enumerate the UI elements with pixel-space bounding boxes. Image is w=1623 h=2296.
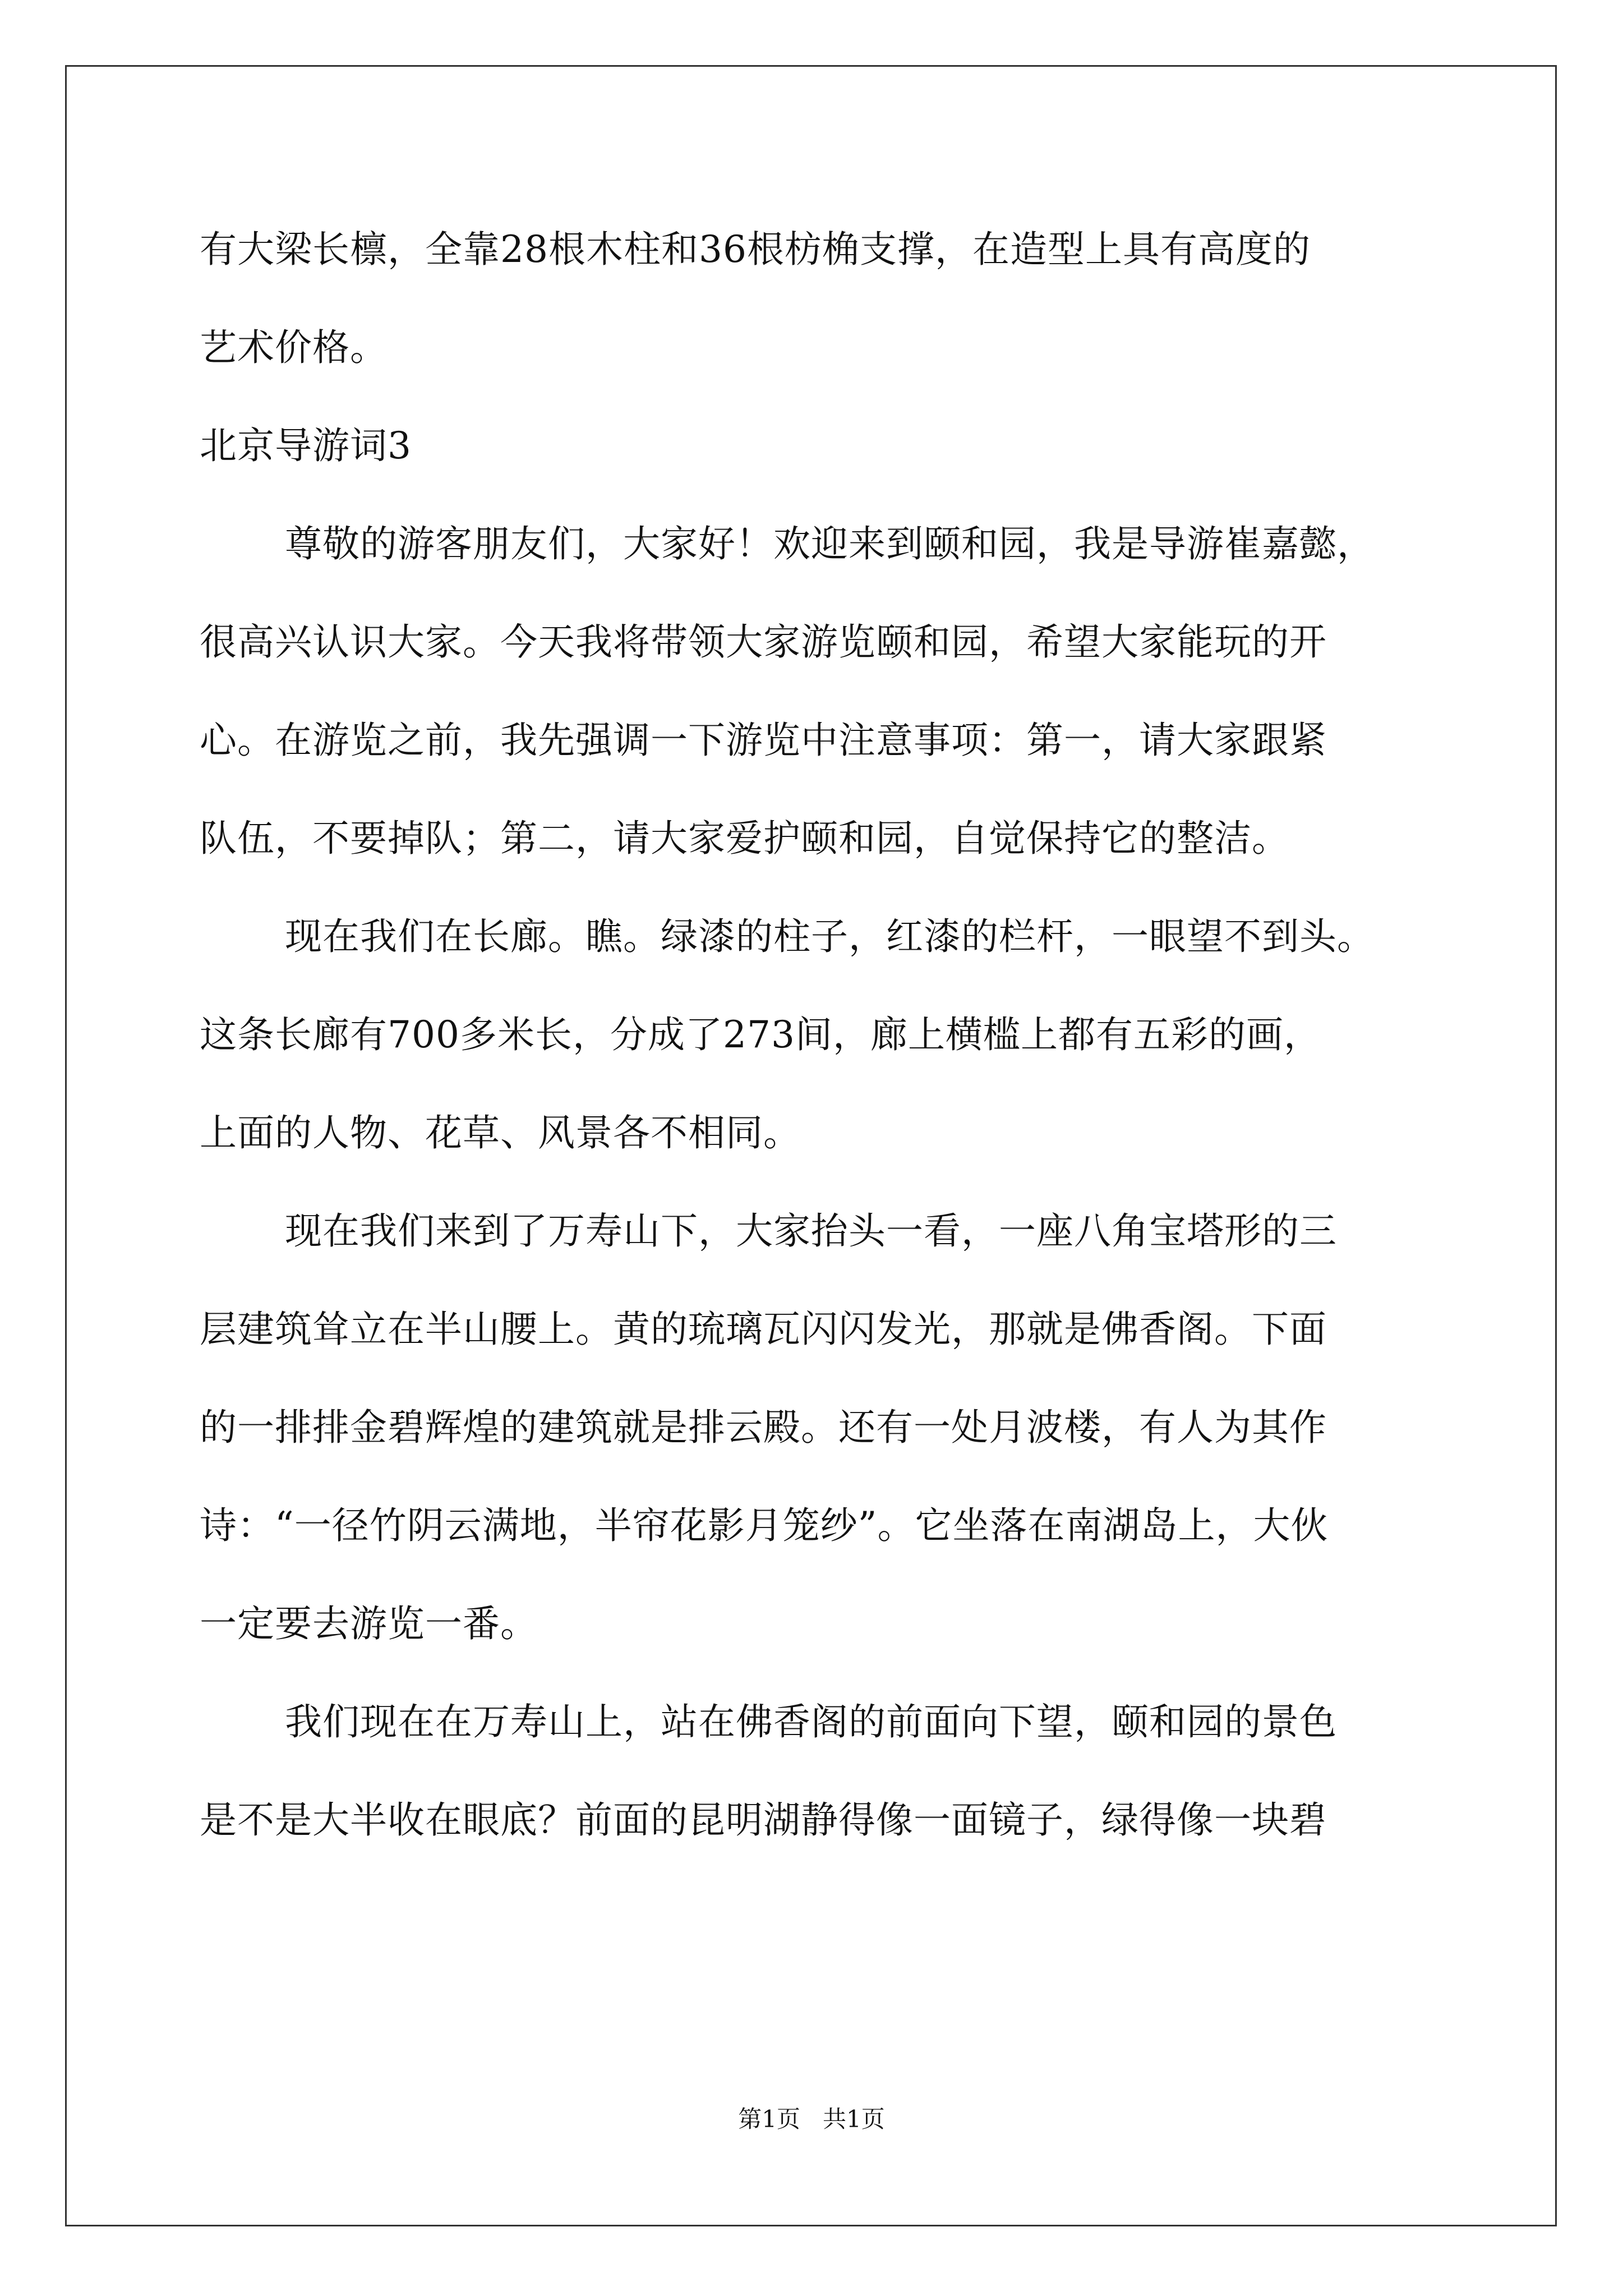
text-line: 这条长廊有700多米长，分成了273间，廊上横槛上都有五彩的画， bbox=[200, 1013, 1321, 1056]
text-line: 有大梁长檩，全靠28根木柱和36根枋桷支撑，在造型上具有高度的 bbox=[200, 228, 1311, 271]
paragraph-first-line: 现在我们来到了万寿山下，大家抬头一看，一座八角宝塔形的三 bbox=[285, 1209, 1337, 1253]
paragraph-first-line: 现在我们在长廊。瞧。绿漆的柱子，红漆的栏杆，一眼望不到头。 bbox=[285, 915, 1375, 958]
text-line: 诗：“一径竹阴云满地，半帘花影月笼纱”。它坐落在南湖岛上，大伙 bbox=[200, 1504, 1329, 1547]
text-line: 一定要去游览一番。 bbox=[200, 1602, 538, 1645]
text-line: 心。在游览之前，我先强调一下游览中注意事项：第一，请大家跟紧 bbox=[200, 719, 1327, 762]
text-line: 层建筑耸立在半山腰上。黄的琉璃瓦闪闪发光，那就是佛香阁。下面 bbox=[200, 1308, 1327, 1351]
page-footer: 第1页 共1页 bbox=[738, 2105, 885, 2133]
text-line: 艺术价格。 bbox=[200, 326, 388, 369]
paragraph-first-line: 我们现在在万寿山上，站在佛香阁的前面向下望，颐和园的景色 bbox=[285, 1700, 1337, 1743]
text-line: 是不是大半收在眼底？前面的昆明湖静得像一面镜子，绿得像一块碧 bbox=[200, 1798, 1327, 1842]
text-line: 上面的人物、花草、风景各不相同。 bbox=[200, 1111, 801, 1154]
text-line: 队伍，不要掉队；第二，请大家爱护颐和园，自觉保持它的整洁。 bbox=[200, 817, 1289, 860]
paragraph-first-line: 尊敬的游客朋友们，大家好！欢迎来到颐和园，我是导游崔嘉懿， bbox=[285, 522, 1375, 565]
text-line: 很高兴认识大家。今天我将带领大家游览颐和园，希望大家能玩的开 bbox=[200, 620, 1327, 664]
section-heading: 北京导游词3 bbox=[200, 424, 412, 467]
text-line: 的一排排金碧辉煌的建筑就是排云殿。还有一处月波楼，有人为其作 bbox=[200, 1406, 1327, 1449]
